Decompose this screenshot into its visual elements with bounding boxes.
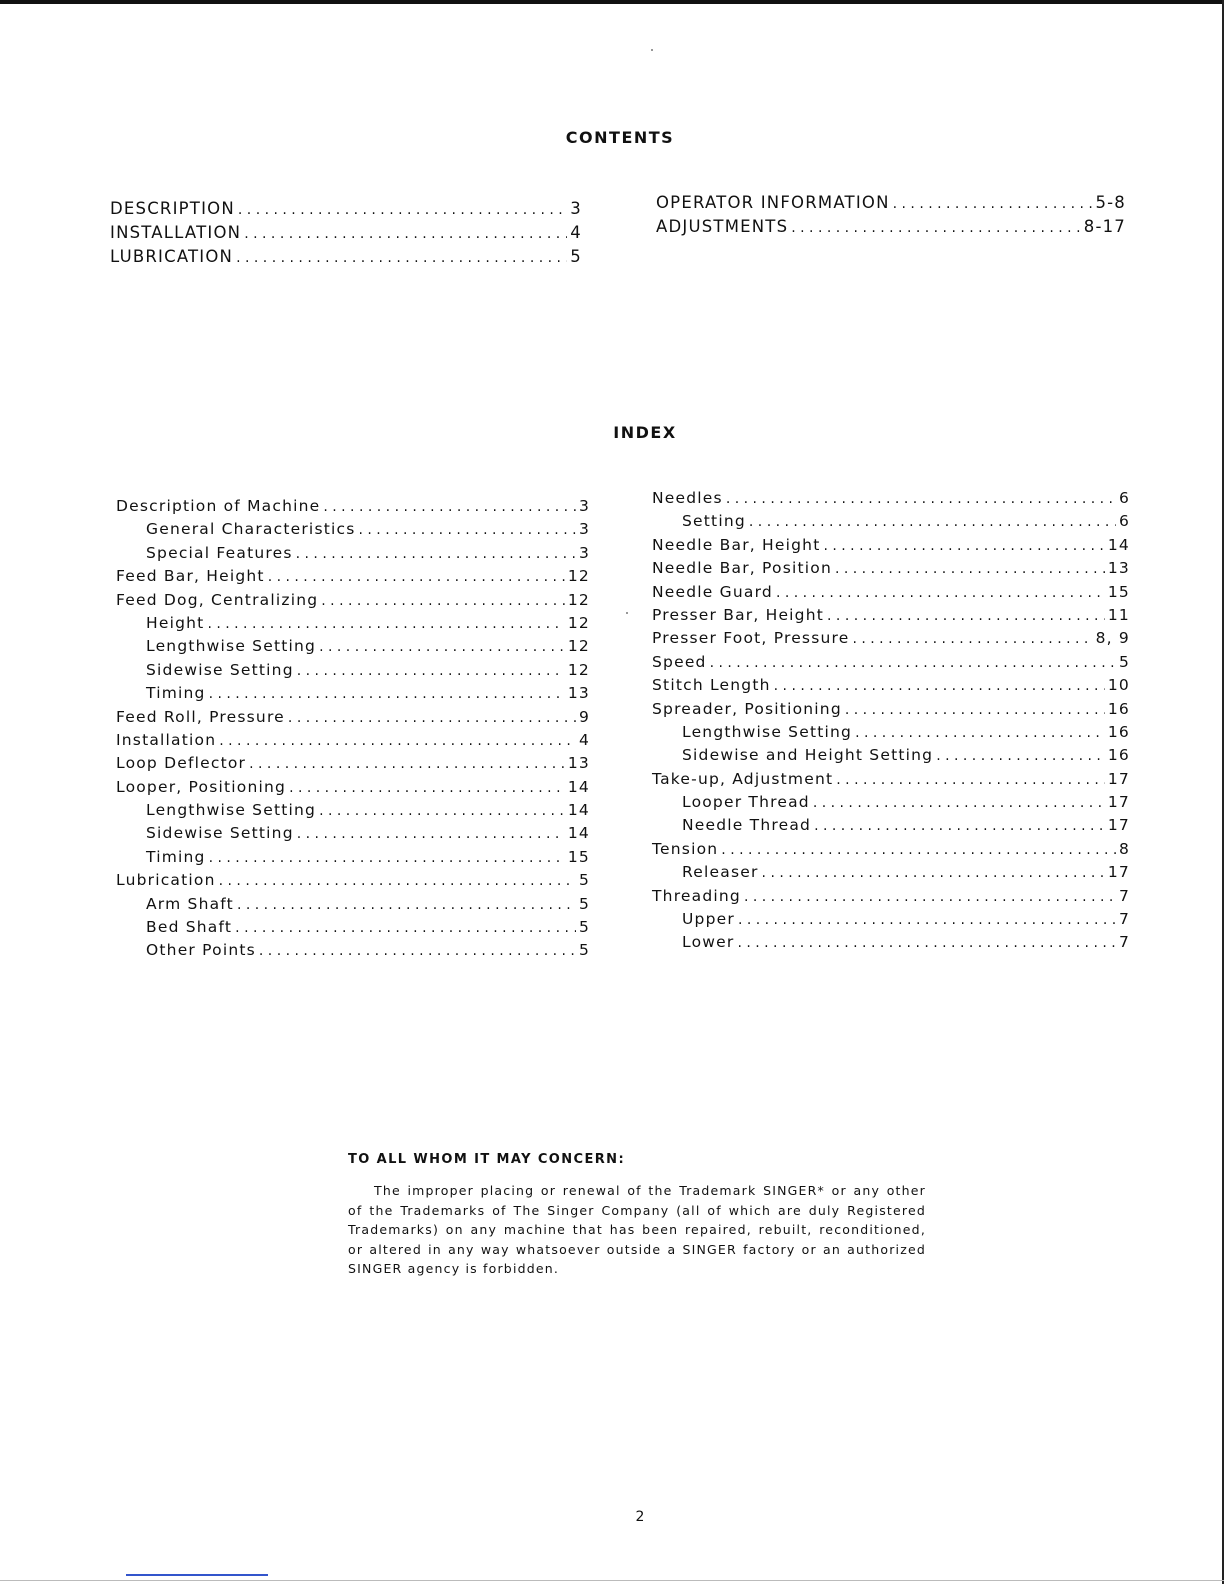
dot-leader xyxy=(774,678,1105,694)
entry-label: Description of Machine xyxy=(116,497,321,515)
contents-entry[interactable] xyxy=(110,223,582,247)
dot-leader xyxy=(893,196,1093,212)
dot-leader xyxy=(238,202,567,218)
dot-leader xyxy=(762,865,1105,881)
entry-label: Timing xyxy=(146,684,206,703)
contents-entry[interactable] xyxy=(656,193,1126,217)
entry-label: Lower xyxy=(682,933,735,952)
entry-label: Needle Thread xyxy=(682,816,812,835)
entry-label: Feed Roll, Pressure xyxy=(116,707,285,726)
dot-leader xyxy=(288,710,576,726)
entry-page: 17 xyxy=(1107,863,1130,882)
entry-label: Lengthwise Setting xyxy=(146,801,317,820)
dot-leader xyxy=(835,561,1105,577)
index-subentry[interactable] xyxy=(116,544,590,567)
entry-page: 16 xyxy=(1107,746,1130,765)
entry-label: Tension xyxy=(652,839,719,858)
index-subentry[interactable] xyxy=(116,661,590,684)
index-entry[interactable] xyxy=(116,778,590,801)
entry-label: Stitch Length xyxy=(652,676,771,695)
entry-page: 14 xyxy=(567,777,590,796)
entry-page: 7 xyxy=(1118,910,1130,929)
entry-page: 6 xyxy=(1118,489,1130,507)
entry-page: 17 xyxy=(1107,769,1130,788)
entry-label: Bed Shaft xyxy=(146,918,233,937)
notice-body: The improper placing or renewal of the Trademark SINGER* or any other of the Trademarks of The Singer Company (all of which are duly Registered Trademarks) on any machine that has been repaired, rebuilt, reconditioned, or altered in any way whatsoever outside a SINGER factory or an authorized SINGER agency is forbidden. xyxy=(348,1183,926,1276)
index-entry[interactable] xyxy=(652,887,1130,910)
entry-label: Feed Dog, Centralizing xyxy=(116,590,319,609)
entry-label: Height xyxy=(146,613,205,632)
dot-leader xyxy=(936,748,1105,764)
contents-entry[interactable] xyxy=(110,247,582,271)
entry-label: Spreader, Positioning xyxy=(652,699,842,718)
entry-page: 12 xyxy=(567,590,590,609)
dot-leader xyxy=(791,220,1081,236)
index-subentry[interactable] xyxy=(652,793,1130,816)
entry-page: 13 xyxy=(567,754,590,773)
dot-leader xyxy=(319,639,565,655)
dot-leader xyxy=(359,522,576,538)
bottom-border-rule xyxy=(0,1580,1224,1581)
index-subentry[interactable] xyxy=(116,637,590,660)
index-entry[interactable] xyxy=(116,708,590,731)
entry-label: ADJUSTMENTS xyxy=(656,217,789,236)
dot-leader xyxy=(268,569,565,585)
entry-label: Needle Bar, Position xyxy=(652,559,832,578)
entry-page: 10 xyxy=(1107,676,1130,695)
index-subentry[interactable] xyxy=(652,910,1130,933)
index-subentry[interactable] xyxy=(652,746,1130,769)
entry-page: 13 xyxy=(567,684,590,703)
entry-page: 16 xyxy=(1107,722,1130,741)
entry-label: Speed xyxy=(652,652,707,671)
entry-page: 17 xyxy=(1107,816,1130,835)
entry-page: 5 xyxy=(578,918,590,937)
dot-leader xyxy=(297,663,565,679)
dot-leader xyxy=(319,803,565,819)
dot-leader xyxy=(845,702,1105,718)
entry-label: Lubrication xyxy=(116,871,216,890)
index-subentry[interactable] xyxy=(652,863,1130,886)
index-subentry[interactable] xyxy=(116,848,590,871)
dot-leader xyxy=(297,826,565,842)
dot-leader xyxy=(737,935,1116,951)
index-left-column xyxy=(116,497,590,965)
index-heading: INDEX xyxy=(613,423,677,442)
index-subentry[interactable] xyxy=(116,614,590,637)
entry-label: Releaser xyxy=(682,863,759,882)
entry-label: DESCRIPTION xyxy=(110,199,235,218)
entry-page: 4 xyxy=(570,223,582,242)
entry-label: Needles xyxy=(652,489,723,507)
dot-leader xyxy=(814,818,1105,834)
entry-page: 5 xyxy=(1118,652,1130,671)
dot-leader xyxy=(852,631,1092,647)
entry-page: 7 xyxy=(1118,886,1130,905)
entry-page: 13 xyxy=(1107,559,1130,578)
dot-leader xyxy=(827,608,1105,624)
entry-label: Upper xyxy=(682,910,735,929)
entry-page: 8, 9 xyxy=(1095,629,1130,648)
entry-page: 12 xyxy=(567,567,590,586)
index-entry[interactable] xyxy=(652,559,1130,582)
dot-leader xyxy=(289,780,565,796)
dot-leader xyxy=(726,491,1116,507)
index-entry[interactable] xyxy=(652,770,1130,793)
entry-page: 12 xyxy=(567,660,590,679)
entry-page: 5 xyxy=(578,941,590,960)
dot-leader xyxy=(738,912,1116,928)
entry-page: 17 xyxy=(1107,793,1130,812)
dot-leader xyxy=(237,897,576,913)
entry-page: 15 xyxy=(567,847,590,866)
index-entry[interactable] xyxy=(116,497,590,520)
contents-left-column xyxy=(110,199,582,271)
entry-page: 14 xyxy=(1107,535,1130,554)
dot-leader xyxy=(776,585,1105,601)
blue-scan-mark xyxy=(126,1574,268,1576)
entry-label: Loop Deflector xyxy=(116,754,247,773)
entry-label: Sidewise and Height Setting xyxy=(682,746,934,765)
index-entry[interactable] xyxy=(652,489,1130,512)
entry-page: 3 xyxy=(578,543,590,562)
contents-heading: CONTENTS xyxy=(565,128,675,147)
dot-leader xyxy=(259,943,576,959)
entry-label: Feed Bar, Height xyxy=(116,567,265,586)
dot-leader xyxy=(823,538,1104,554)
entry-page: 5 xyxy=(578,871,590,890)
index-subentry[interactable] xyxy=(116,520,590,543)
entry-label: Presser Foot, Pressure xyxy=(652,629,850,648)
trademark-notice xyxy=(348,1152,926,1279)
entry-page: 14 xyxy=(567,801,590,820)
index-subentry[interactable] xyxy=(652,512,1130,535)
index-entry[interactable] xyxy=(652,536,1130,559)
index-entry[interactable] xyxy=(652,629,1130,652)
dot-leader xyxy=(209,850,565,866)
top-border-rule xyxy=(0,0,1224,4)
index-subentry[interactable] xyxy=(116,824,590,847)
dot-leader xyxy=(321,593,565,609)
dot-leader xyxy=(813,795,1105,811)
dot-leader xyxy=(721,842,1116,858)
entry-label: Presser Bar, Height xyxy=(652,605,825,624)
index-subentry[interactable] xyxy=(116,895,590,918)
entry-label: Installation xyxy=(116,730,217,749)
index-entry[interactable] xyxy=(652,653,1130,676)
entry-page: 12 xyxy=(567,613,590,632)
entry-label: Other Points xyxy=(146,941,256,960)
dot-leader xyxy=(710,655,1116,671)
contents-entry[interactable] xyxy=(656,217,1126,241)
page-number: 2 xyxy=(635,1509,645,1525)
index-subentry[interactable] xyxy=(652,723,1130,746)
entry-label: Lengthwise Setting xyxy=(682,722,853,741)
index-entry[interactable] xyxy=(116,754,590,777)
entry-page: 6 xyxy=(1118,512,1130,531)
entry-label: INSTALLATION xyxy=(110,223,242,242)
entry-page: 7 xyxy=(1118,933,1130,952)
contents-entry[interactable] xyxy=(110,199,582,223)
index-entry[interactable] xyxy=(116,591,590,614)
index-entry[interactable] xyxy=(116,871,590,894)
entry-label: Needle Bar, Height xyxy=(652,535,821,554)
dot-leader xyxy=(855,725,1105,741)
dot-leader xyxy=(296,546,576,562)
dot-leader xyxy=(219,873,576,889)
entry-page: 12 xyxy=(567,637,590,656)
index-subentry[interactable] xyxy=(116,684,590,707)
index-entry[interactable] xyxy=(116,731,590,754)
entry-label: Sidewise Setting xyxy=(146,824,294,843)
entry-page: 11 xyxy=(1107,605,1130,624)
entry-label: Needle Guard xyxy=(652,582,773,601)
entry-label: Sidewise Setting xyxy=(146,660,294,679)
entry-page: 5 xyxy=(578,894,590,913)
dot-leader xyxy=(236,250,567,266)
index-entry[interactable] xyxy=(652,700,1130,723)
dot-leader xyxy=(249,756,565,772)
index-subentry[interactable] xyxy=(116,941,590,964)
index-subentry[interactable] xyxy=(116,801,590,824)
entry-page: 8-17 xyxy=(1083,217,1126,236)
entry-label: Looper, Positioning xyxy=(116,777,287,796)
index-right-column xyxy=(652,489,1130,957)
entry-label: Setting xyxy=(682,512,746,531)
entry-label: Timing xyxy=(146,847,206,866)
entry-label: General Characteristics xyxy=(146,520,356,539)
index-entry[interactable] xyxy=(116,567,590,590)
index-subentry[interactable] xyxy=(652,933,1130,956)
index-subentry[interactable] xyxy=(116,918,590,941)
entry-page: 3 xyxy=(578,520,590,539)
entry-page: 14 xyxy=(567,824,590,843)
dot-leader xyxy=(749,514,1116,530)
entry-page: 8 xyxy=(1118,839,1130,858)
dot-leader xyxy=(209,686,565,702)
notice-title: TO ALL WHOM IT MAY CONCERN: xyxy=(348,1152,626,1167)
entry-page: 3 xyxy=(578,497,590,515)
entry-label: LUBRICATION xyxy=(110,247,234,266)
dot-leader xyxy=(244,226,567,242)
entry-label: Lengthwise Setting xyxy=(146,637,317,656)
dot-leader xyxy=(744,889,1116,905)
entry-label: Threading xyxy=(652,886,741,905)
dot-leader xyxy=(323,499,576,515)
index-subentry[interactable] xyxy=(652,816,1130,839)
entry-label: OPERATOR INFORMATION xyxy=(656,193,890,212)
entry-page: 5-8 xyxy=(1095,193,1126,212)
entry-page: 4 xyxy=(578,730,590,749)
entry-page: 9 xyxy=(578,707,590,726)
entry-page: 15 xyxy=(1107,582,1130,601)
entry-page: 3 xyxy=(570,199,582,218)
entry-label: Arm Shaft xyxy=(146,894,234,913)
index-entry[interactable] xyxy=(652,583,1130,606)
entry-label: Special Features xyxy=(146,543,293,562)
index-entry[interactable] xyxy=(652,676,1130,699)
dot-leader xyxy=(235,920,576,936)
entry-label: Take-up, Adjustment xyxy=(652,769,834,788)
entry-page: 16 xyxy=(1107,699,1130,718)
entry-page: 5 xyxy=(570,247,582,266)
index-entry[interactable] xyxy=(652,606,1130,629)
dot-leader xyxy=(836,772,1105,788)
index-entry[interactable] xyxy=(652,840,1130,863)
scan-speck xyxy=(651,49,653,51)
dot-leader xyxy=(219,733,576,749)
dot-leader xyxy=(207,616,564,632)
contents-right-column xyxy=(656,193,1126,241)
scan-speck xyxy=(626,612,628,614)
entry-label: Looper Thread xyxy=(682,793,810,812)
